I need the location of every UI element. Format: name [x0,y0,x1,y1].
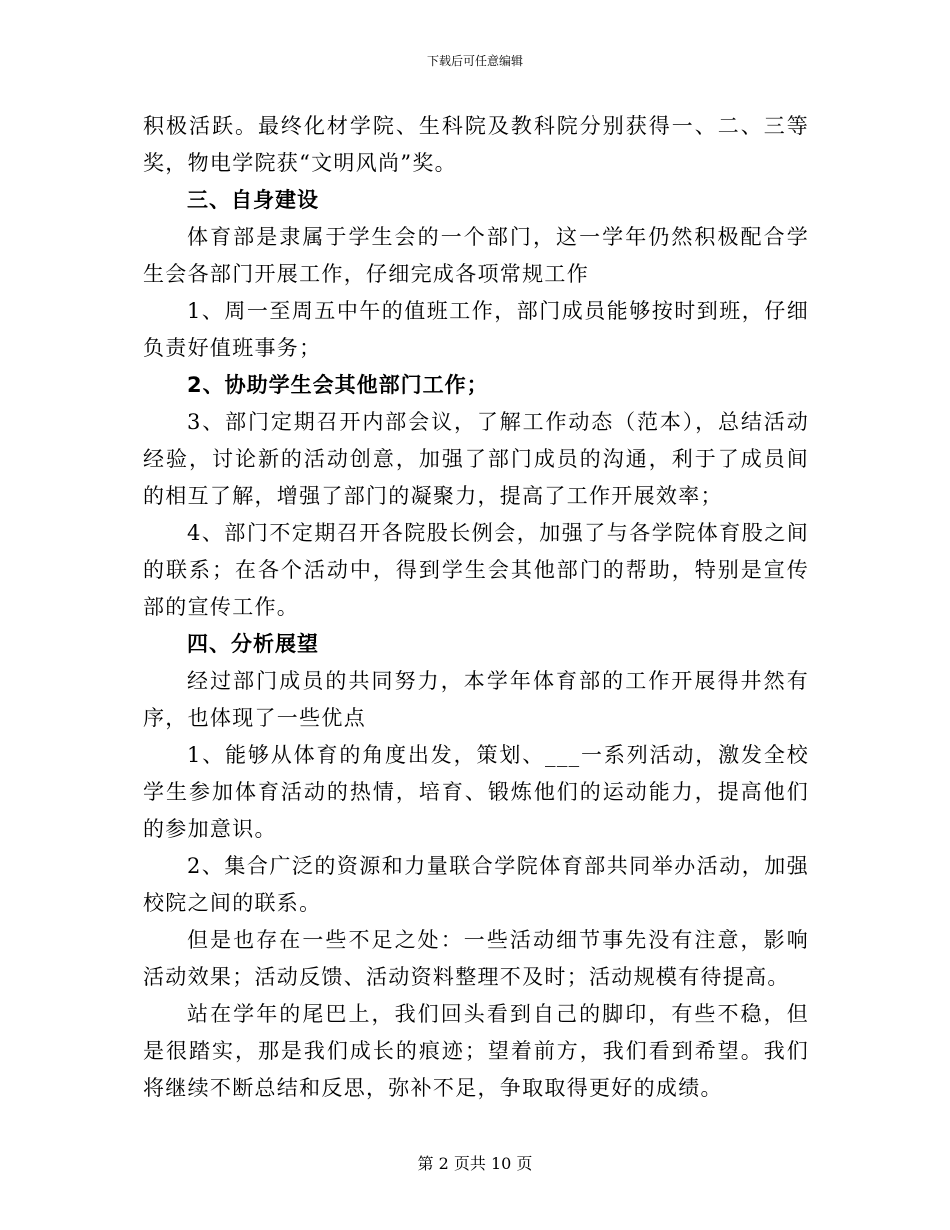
paragraph: 1、能够从体育的角度出发，策划、___一系列活动，激发全校学生参加体育活动的热情，培育、锻炼他们的运动能力，提高他们的参加意识。 [143,743,809,841]
paragraph: 2、集合广泛的资源和力量联合学院体育部共同举办活动，加强校院之间的联系。 [143,854,809,915]
paragraph: 但是也存在一些不足之处：一些活动细节事先没有注意，影响活动效果；活动反馈、活动资料整理不及时；活动规模有待提高。 [143,928,809,989]
section-heading: 2、协助学生会其他部门工作； [187,373,489,397]
paragraph: 体育部是隶属于学生会的一个部门，这一学年仍然积极配合学生会各部门开展工作，仔细完成各项常规工作 [143,225,809,286]
page-header-note: 下载后可任意编辑 [426,54,523,68]
paragraph: 经过部门成员的共同努力，本学年体育部的工作开展得井然有序，也体现了一些优点 [143,669,809,730]
section-heading: 四、分析展望 [187,632,319,656]
paragraph: 4、部门不定期召开各院股长例会，加强了与各学院体育股之间的联系；在各个活动中，得到学生会其他部门的帮助，特别是宣传部的宣传工作。 [143,521,809,619]
section-heading: 三、自身建设 [187,188,319,212]
paragraph: 1、周一至周五中午的值班工作，部门成员能够按时到班，仔细负责好值班事务； [143,299,809,360]
paragraph: 站在学年的尾巴上，我们回头看到自己的脚印，有些不稳，但是很踏实，那是我们成长的痕迹；望着前方，我们看到希望。我们将继续不断总结和反思，弥补不足，争取取得更好的成绩。 [143,1002,809,1100]
page-number-footer: 第 2 页共 10 页 [417,1154,533,1173]
paragraph: 积极活跃。最终化材学院、生科院及教科院分别获得一、二、三等奖，物电学院获“文明风尚”奖。 [143,114,809,175]
document-body [143,108,809,1107]
paragraph: 3、部门定期召开内部会议，了解工作动态（范本），总结活动经验，讨论新的活动创意，加强了部门成员的沟通，利于了成员间的相互了解，增强了部门的凝聚力，提高了工作开展效率； [143,410,809,508]
